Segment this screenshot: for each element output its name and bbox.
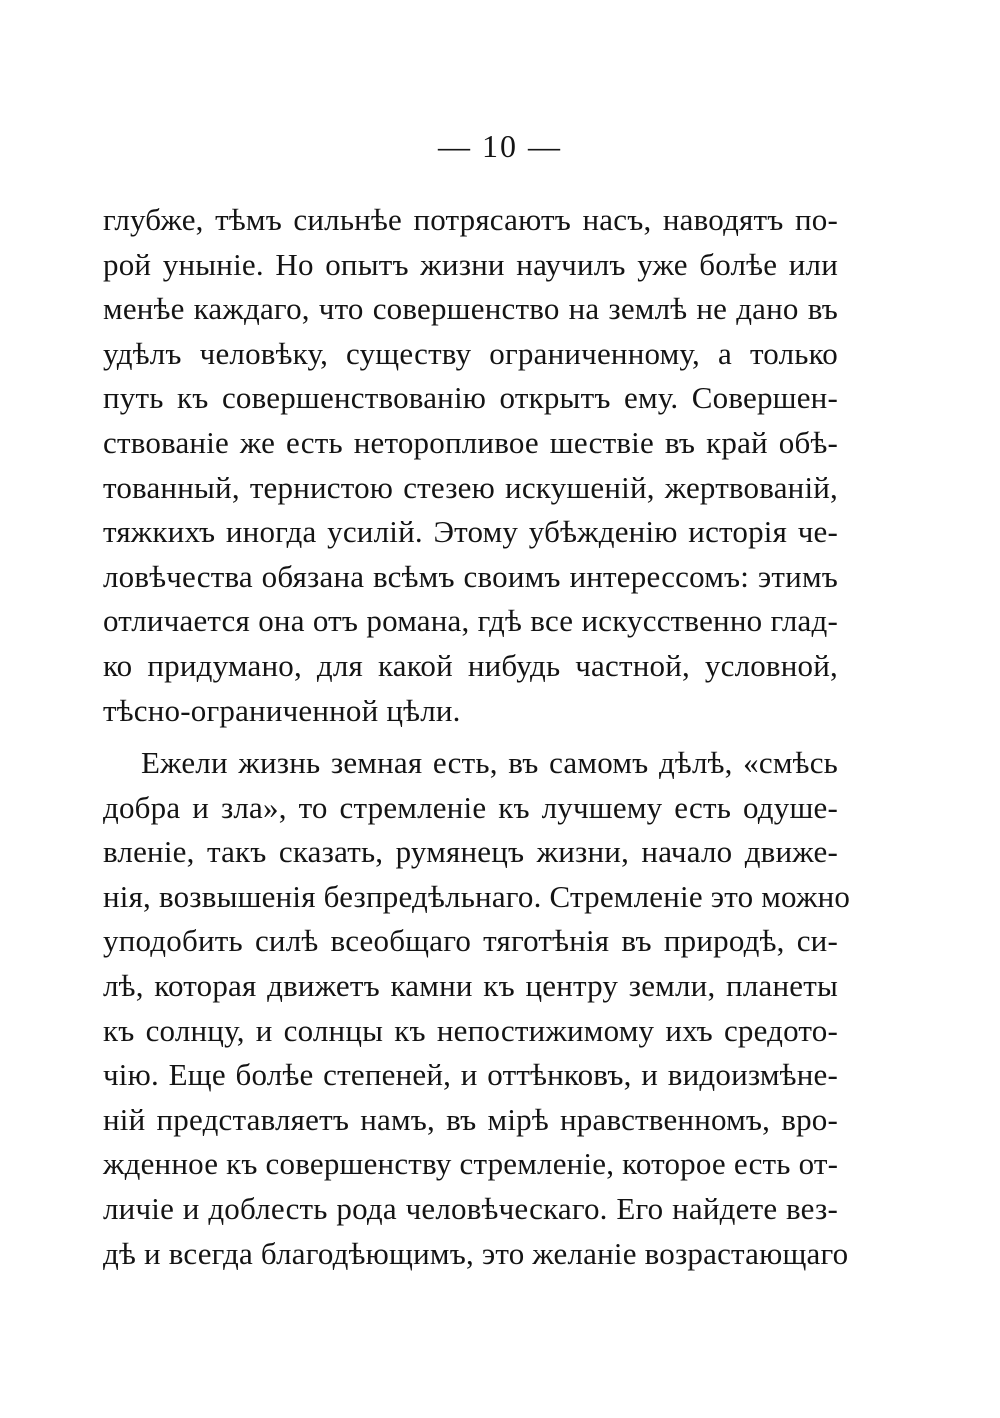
- text-line: добра и зла», то стремленіе къ лучшему есть одуше-: [103, 789, 838, 825]
- text-line: дѣ и всегда благодѣющимъ, это желаніе возрастающаго: [103, 1235, 849, 1271]
- text-line: жденное къ совершенству стремленіе, которое есть от-: [103, 1146, 839, 1182]
- text-line: чію. Еще болѣе степеней, и оттѣнковъ, и видоизмѣне-: [103, 1057, 838, 1093]
- paragraph-1: [103, 198, 838, 733]
- text-line: Ежели жизнь земная есть, въ самомъ дѣлѣ, «смѣсь: [141, 745, 838, 780]
- text-line: къ солнцу, и солнцы къ непостижимому ихъ средото-: [103, 1012, 838, 1048]
- text-line: удѣлъ человѣку, существу ограниченному, а только: [103, 335, 838, 371]
- text-line: тованный, тернистою стезею искушеній, жертвованій,: [103, 469, 838, 505]
- text-line: личіе и доблесть рода человѣческаго. Его найдете вез-: [103, 1190, 838, 1226]
- text-line: ствованіе же есть неторопливое шествіе въ край обѣ-: [103, 424, 838, 460]
- page-number: — 10 —: [438, 128, 562, 164]
- text-line: менѣе каждаго, что совершенство на землѣ не дано въ: [103, 291, 838, 327]
- text-line: ній представляетъ намъ, въ мірѣ нравственномъ, вро-: [103, 1101, 838, 1137]
- paragraph-2: [103, 741, 851, 1276]
- text-line: ко придумано, для какой нибудь частной, условной,: [103, 647, 838, 683]
- text-line: отличается она отъ романа, гдѣ все искусственно глад-: [103, 603, 838, 639]
- text-line: глубже, тѣмъ сильнѣе потрясаютъ насъ, наводятъ по-: [103, 202, 838, 237]
- text-line: ловѣчества обязана всѣмъ своимъ интерессомъ: этимъ: [103, 558, 838, 594]
- text-line: уподобить силѣ всеобщаго тяготѣнія въ природѣ, си-: [103, 923, 838, 959]
- text-line: вленіе, такъ сказать, румянецъ жизни, начало движе-: [103, 834, 838, 870]
- text-line: тѣсно-ограниченной цѣли.: [103, 692, 461, 728]
- text-line: тяжкихъ иногда усилій. Этому убѣжденію исторія че-: [103, 514, 838, 550]
- text-line: рой уныніе. Но опытъ жизни научилъ уже болѣе или: [103, 246, 838, 282]
- text-line: лѣ, которая движетъ камни къ центру земли, планеты: [103, 967, 838, 1003]
- text-line: нія, возвышенія безпредѣльнаго. Стремленіе это можно: [103, 878, 851, 914]
- text-line: путь къ совершенствованію открытъ ему. Совершен-: [103, 380, 838, 416]
